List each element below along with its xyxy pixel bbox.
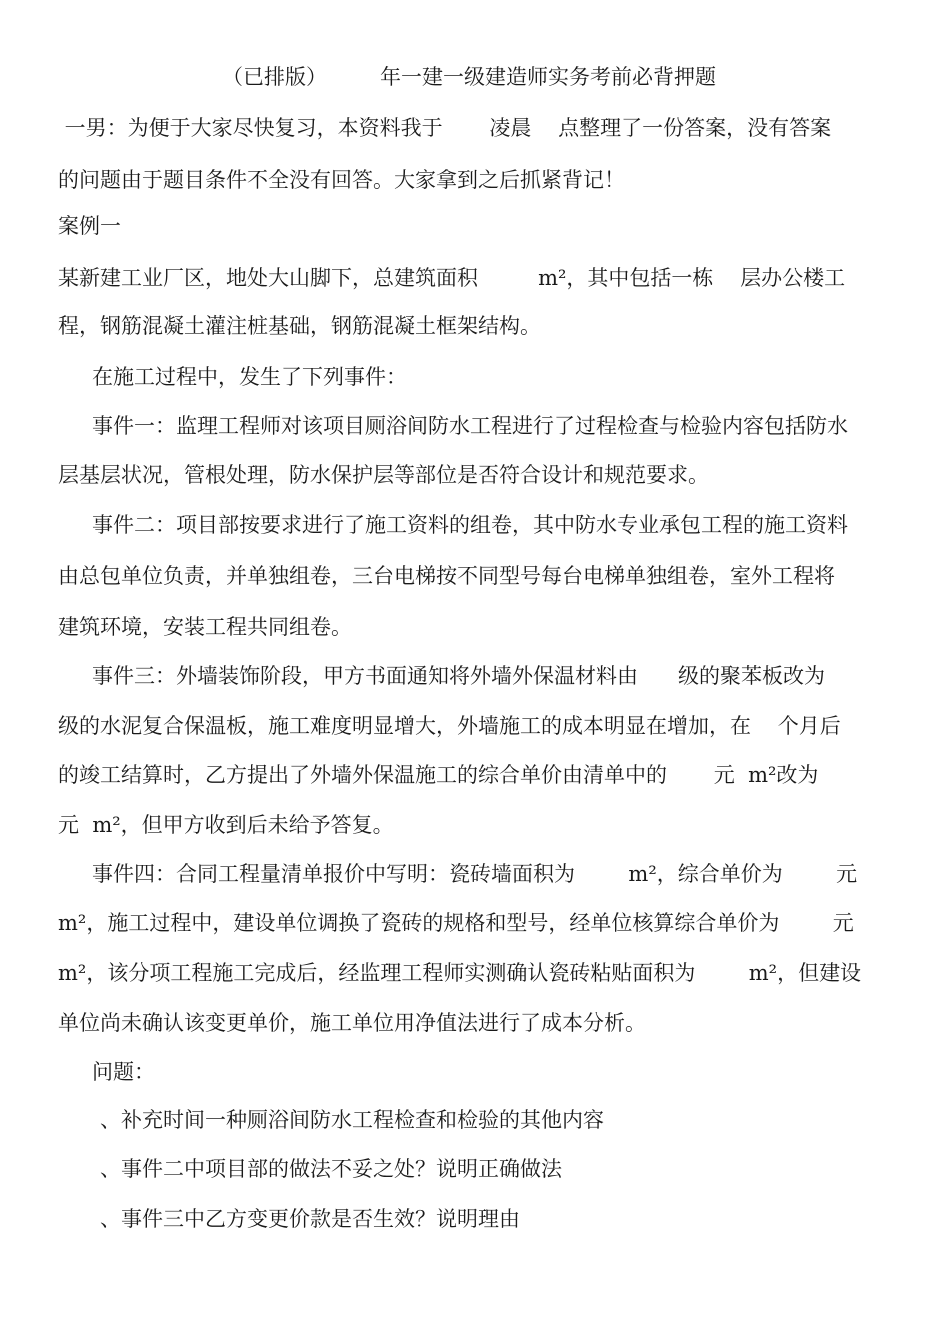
intro-line-1: 一男：为便于大家尽快复习，本资料我于 凌晨 点整理了一份答案，没有答案 (58, 116, 832, 140)
title-prefix: （已排版） (222, 65, 327, 89)
events-intro: 在施工过程中，发生了下列事件： (92, 365, 407, 389)
event2-line-1: 事件二：项目部按要求进行了施工资料的组卷，其中防水专业承包工程的施工资料 (92, 513, 848, 537)
case-desc-line-2: 程，钢筋混凝土灌注桩基础，钢筋混凝土框架结构。 (58, 314, 541, 338)
event3-line-2: 级的水泥复合保温板，施工难度明显增大，外墙施工的成本明显在增加，在 个月后 (58, 714, 841, 738)
event3-line-4: 元 m²，但甲方收到后未给予答复。 (58, 813, 394, 837)
question-item: 、事件二中项目部的做法不妥之处？说明正确做法 (100, 1157, 562, 1181)
questions-heading: 问题： (92, 1060, 155, 1084)
event3-line-3: 的竣工结算时，乙方提出了外墙外保温施工的综合单价由清单中的 元 m²改为 (58, 763, 819, 787)
event1-line-1: 事件一：监理工程师对该项目厕浴间防水工程进行了过程检查与检验内容包括防水 (92, 414, 848, 438)
event4-line-2: m²，施工过程中，建设单位调换了瓷砖的规格和型号，经单位核算综合单价为 元 (58, 911, 854, 935)
case-heading: 案例一 (58, 214, 121, 238)
intro-line-2: 的问题由于题目条件不全没有回答。大家拿到之后抓紧背记！ (58, 168, 625, 192)
event2-line-3: 建筑环境，安装工程共同组卷。 (58, 615, 352, 639)
page-title: 年一建一级建造师实务考前必背押题 (380, 65, 716, 89)
case-desc-line-1: 某新建工业厂区，地处大山脚下，总建筑面积 m²，其中包括一栋 层办公楼工 (58, 266, 846, 290)
question-item: 、补充时间一种厕浴间防水工程检查和检验的其他内容 (100, 1108, 604, 1132)
event3-line-1: 事件三：外墙装饰阶段，甲方书面通知将外墙外保温材料由 级的聚苯板改为 (92, 664, 826, 688)
event1-line-2: 层基层状况，管根处理，防水保护层等部位是否符合设计和规范要求。 (58, 463, 709, 487)
event4-line-3: m²，该分项工程施工完成后，经监理工程师实测确认瓷砖粘贴面积为 m²，但建设 (58, 961, 862, 985)
event4-line-1: 事件四：合同工程量清单报价中写明：瓷砖墙面积为 m²，综合单价为 元 (92, 862, 858, 886)
event2-line-2: 由总包单位负责，并单独组卷，三台电梯按不同型号每台电梯单独组卷，室外工程将 (58, 564, 835, 588)
event4-line-4: 单位尚未确认该变更单价，施工单位用净值法进行了成本分析。 (58, 1011, 646, 1035)
question-item: 、事件三中乙方变更价款是否生效？说明理由 (100, 1207, 520, 1231)
